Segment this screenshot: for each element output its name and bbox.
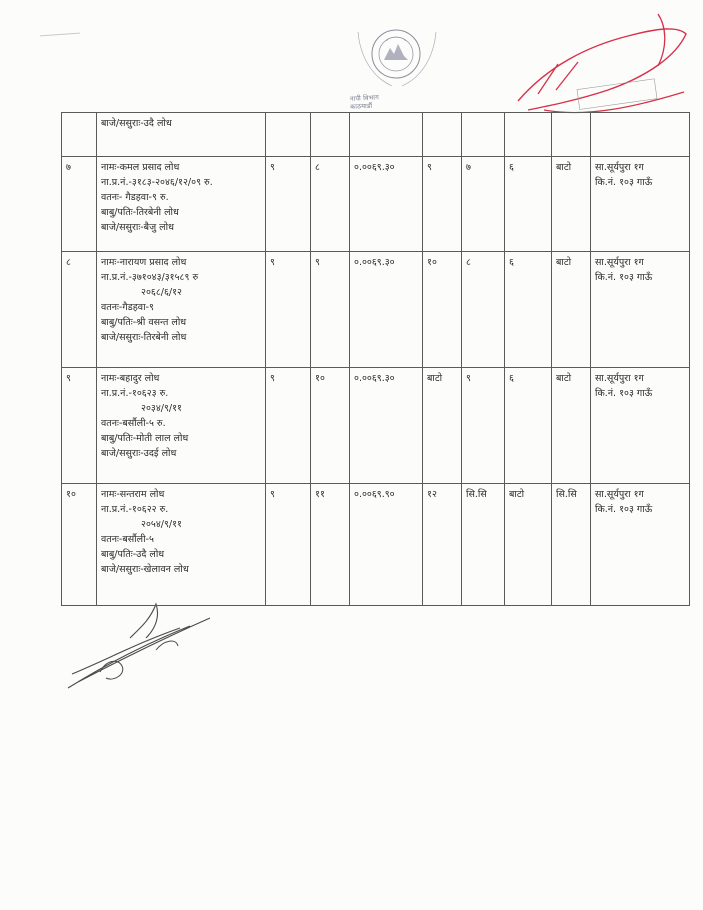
owner-detail-line: बाबु/पतिः-मोती लाल लोध [101,433,189,444]
owner-detail-line: ना.प्र.नं.-३७१०४३/३१५८९ रु [101,272,199,283]
owner-detail-line: २०५४/९/११ [141,519,182,530]
location-line: कि.नं. १०३ गाऊँ [595,177,653,188]
area-cell: ०.००६९.९० [350,484,423,606]
location-cell [591,113,690,157]
plot-number-cell: ९ [311,252,350,368]
table-row [62,484,690,606]
owner-detail-line: ना.प्र.नं.-१०६२३ रु. [101,388,169,399]
owner-detail-line: वतनः-बर्सौली-५ रु. [101,418,166,429]
east-boundary-cell: सि.सि [462,484,505,606]
location-line: सा.सूर्यपुरा १ग [595,373,644,384]
seal-stamp-line-1: नापी विभाग [349,93,380,103]
location-line: कि.नं. १०३ गाऊँ [595,388,653,399]
west-boundary-cell: बाटो [552,157,591,252]
serial-number-cell: ७ [62,157,97,252]
owner-detail-line: बाजे/ससुराः-उदई लोध [101,448,177,459]
location-line: कि.नं. १०३ गाऊँ [595,272,653,283]
location-cell [591,368,690,484]
table-row [62,113,690,157]
owner-detail-line: नामः-कमल प्रसाद लोध [101,162,180,173]
sheet-number-cell: ९ [266,252,311,368]
north-boundary-cell [423,113,462,157]
south-boundary-cell: बाटो [505,484,552,606]
owner-details-cell [97,252,266,368]
owner-detail-line: वतनः-बर्सौली-५ [101,534,154,545]
owner-detail-line: ना.प्र.नं.-१०६२२ रु. [101,504,169,515]
owner-detail-line: बाजे/ससुराः-तिरबेनी लोध [101,332,187,343]
serial-number-cell: १० [62,484,97,606]
owner-details-cell [97,368,266,484]
plot-number-cell: ८ [311,157,350,252]
sheet-number-cell: ९ [266,368,311,484]
location-cell [591,252,690,368]
sheet-number-cell [266,113,311,157]
south-boundary-cell [505,113,552,157]
south-boundary-cell: ६ [505,252,552,368]
location-cell [591,484,690,606]
serial-number-cell [62,113,97,157]
location-line: कि.नं. १०३ गाऊँ [595,504,653,515]
west-boundary-cell: बाटो [552,252,591,368]
table-row [62,252,690,368]
signature-top-icon [508,6,693,128]
owner-detail-line: नामः-नारायण प्रसाद लोध [101,257,187,268]
owner-detail-line: ना.प्र.नं.-३१८३-२०४६/१२/०९ रु. [101,177,213,188]
south-boundary-cell: ६ [505,368,552,484]
owner-detail-line: नामः-सन्तराम लोध [101,489,165,500]
owner-detail-line: बाजे/ससुराः-बैजु लोध [101,222,174,233]
signature-bottom-icon [60,598,220,698]
owner-detail-line: नामः-बहादुर लोध [101,373,160,384]
area-cell: ०.००६९.३० [350,252,423,368]
plot-number-cell: ११ [311,484,350,606]
east-boundary-cell [462,113,505,157]
location-cell [591,157,690,252]
east-boundary-cell: ८ [462,252,505,368]
north-boundary-cell: १२ [423,484,462,606]
owner-detail-line: २०६८/६/१२ [141,287,182,298]
owner-detail-line: वतनः- गैडहवा-९ रु. [101,192,169,203]
east-boundary-cell: ९ [462,368,505,484]
seal-stamp-line-2: काठमाडौं [350,101,373,111]
serial-number-cell: ९ [62,368,97,484]
north-boundary-cell: ९ [423,157,462,252]
north-boundary-cell: बाटो [423,368,462,484]
area-cell [350,113,423,157]
owner-detail-line: बाबु/पतिः-तिरबेनी लोध [101,207,179,218]
owner-detail-line: बाबु/पतिः-श्री वसन्त लोध [101,317,187,328]
owner-details-cell [97,113,266,157]
table-row [62,157,690,252]
location-line: सा.सूर्यपुरा १ग [595,257,644,268]
owner-detail-line: बाजे/ससुराः-खेलावन लोध [101,564,189,575]
owner-detail-line: बाबु/पतिः-उदै लोध [101,549,165,560]
west-boundary-cell [552,113,591,157]
north-boundary-cell: १० [423,252,462,368]
plot-number-cell [311,113,350,157]
owner-detail-line: २०३४/९/११ [141,403,182,414]
west-boundary-cell: बाटो [552,368,591,484]
records-table-body [62,113,690,606]
east-boundary-cell: ७ [462,157,505,252]
area-cell: ०.००६९.३० [350,368,423,484]
sheet-number-cell: ९ [266,484,311,606]
owner-details-cell [97,484,266,606]
location-line: सा.सूर्यपुरा १ग [595,162,644,173]
south-boundary-cell: ६ [505,157,552,252]
owner-detail-line: वतनः-गैडहवा-९ [101,302,154,313]
location-line: सा.सूर्यपुरा १ग [595,489,644,500]
serial-number-cell: ८ [62,252,97,368]
plot-number-cell: १० [311,368,350,484]
land-records-table [61,112,690,606]
owner-detail-line: बाजे/ससुराः-उदै लोध [101,118,172,129]
sheet-number-cell: ९ [266,157,311,252]
table-row [62,368,690,484]
west-boundary-cell: सि.सि [552,484,591,606]
area-cell: ०.००६९.३० [350,157,423,252]
owner-details-cell [97,157,266,252]
scan-mark [40,33,80,41]
